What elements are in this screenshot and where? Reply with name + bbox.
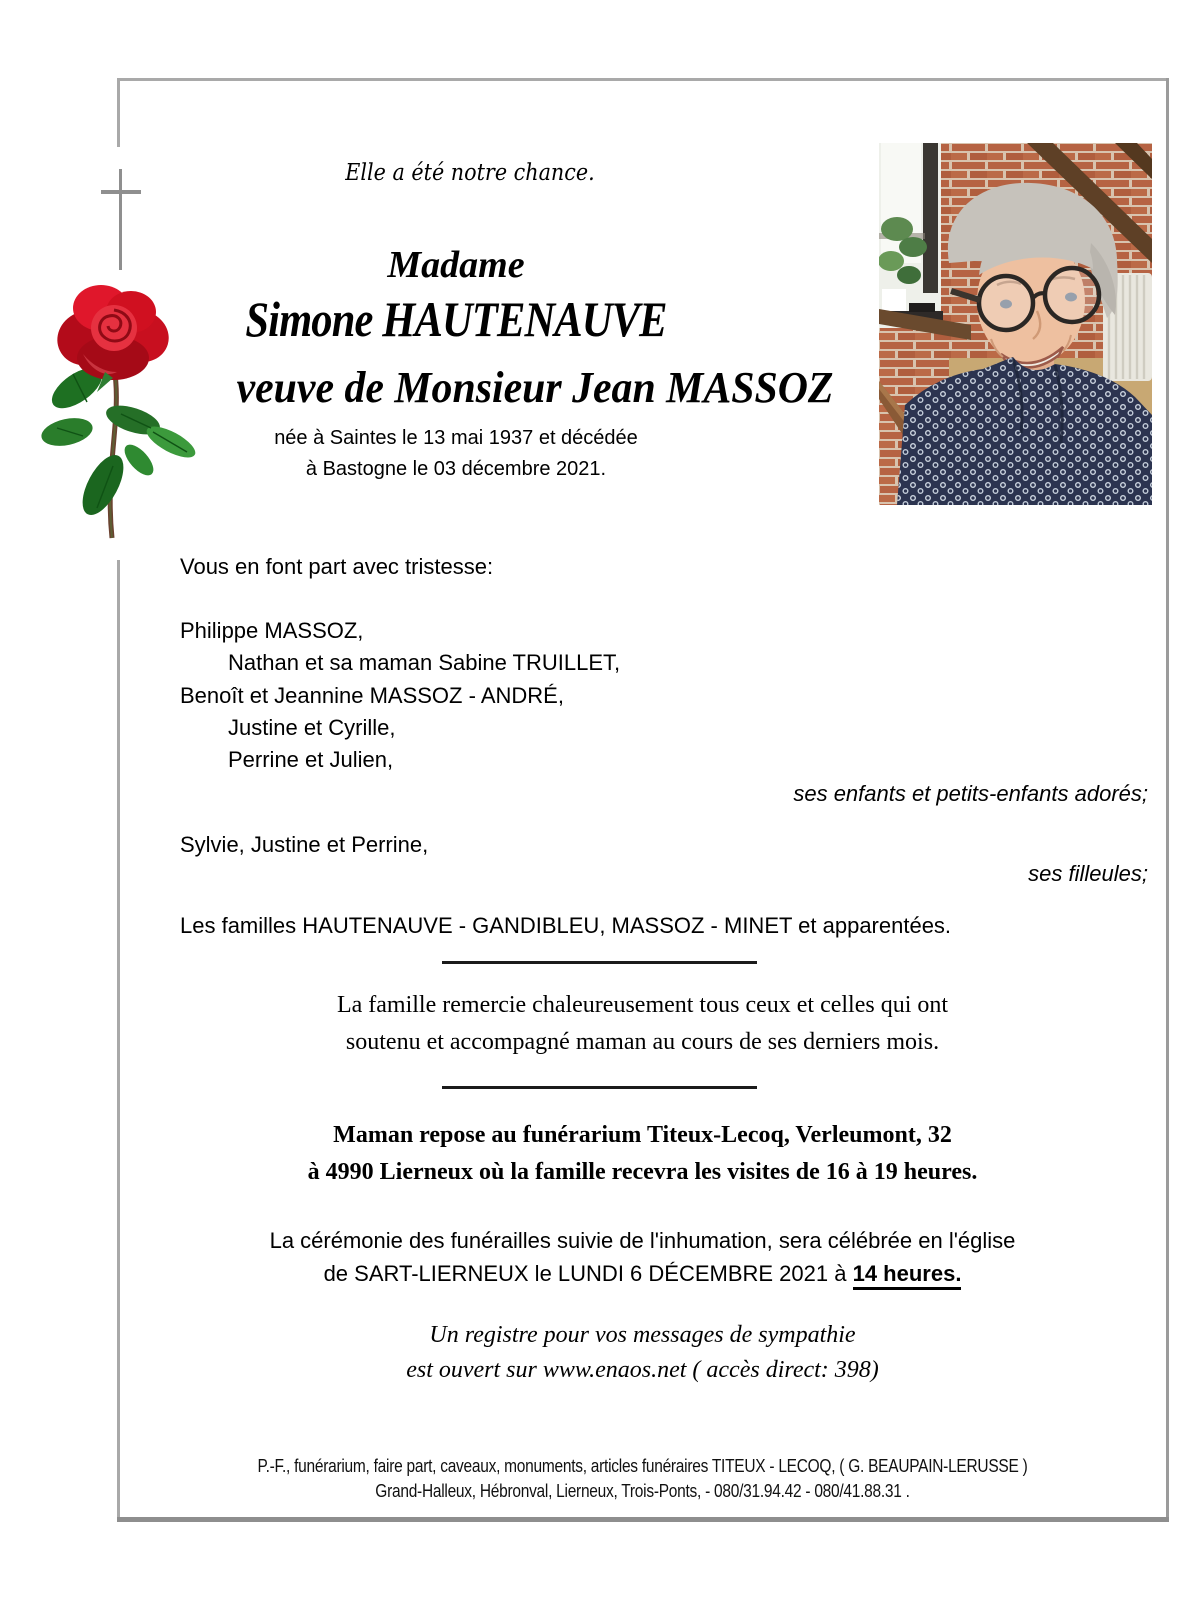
- birth-line-1: née à Saintes le 13 mai 1937 et décédée: [274, 427, 638, 449]
- announcement-intro: Vous en font part avec tristesse:: [180, 554, 494, 579]
- repose-line-1: Maman repose au funérarium Titeux-Lecoq, Verleumont, 32: [333, 1122, 952, 1148]
- glasses-left-lens: [979, 276, 1033, 330]
- goddaughters-line: Sylvie, Justine et Perrine,: [180, 832, 429, 857]
- funeral-home-line-2: Grand-Halleux, Hébronval, Lierneux, Trois-Ponts, - 080/31.94.42 - 080/41.88.31 .: [375, 1481, 910, 1501]
- relation-goddaughters: ses filleules;: [1028, 861, 1148, 886]
- register-line-2: est ouvert sur www.enaos.net ( accès direct: 398): [406, 1357, 879, 1383]
- relation-children: ses enfants et petits-enfants adorés;: [793, 781, 1148, 806]
- funeral-home-line-1: P.-F., funérarium, faire part, caveaux, monuments, articles funéraires TITEUX - LECOQ, ( G. BEAUPAIN-LERUSSE ): [257, 1456, 1028, 1476]
- page-border-top: [117, 78, 1169, 81]
- widow-line: veuve de Monsieur Jean MASSOZ: [236, 363, 834, 412]
- families-line: Les familles HAUTENAUVE - GANDIBLEU, MASSOZ - MINET et apparentées.: [180, 913, 952, 938]
- birth-line-2: à Bastogne le 03 décembre 2021.: [305, 458, 607, 480]
- window-and-plant: [879, 143, 943, 328]
- repose-line-2: à 4990 Lierneux où la famille recevra les visites de 16 à 19 heures.: [307, 1159, 978, 1185]
- ceremony-line-1: La cérémonie des funérailles suivie de l'inhumation, sera célébrée en l'église: [269, 1228, 1016, 1253]
- divider-rule: [442, 1086, 757, 1089]
- epigraph: Elle a été notre chance.: [345, 160, 595, 186]
- ceremony-line-2: [117, 1258, 1168, 1290]
- thanks-line-1: La famille remercie chaleureusement tous ceux et celles qui ont: [336, 992, 949, 1018]
- page-border-left-upper: [117, 78, 120, 147]
- portrait-photo: [879, 143, 1152, 505]
- page-border-bottom: [117, 1517, 1169, 1522]
- divider-rule: [442, 961, 757, 964]
- family-line: Justine et Cyrille,: [228, 715, 396, 740]
- family-line: Philippe MASSOZ,: [180, 618, 364, 643]
- register-line-1: Un registre pour vos messages de sympathie: [429, 1322, 856, 1348]
- title-madame: Madame: [387, 244, 525, 286]
- family-line: Perrine et Julien,: [228, 747, 394, 772]
- page-border-right: [1166, 78, 1169, 1521]
- glasses-right-lens: [1045, 268, 1099, 322]
- ceremony-line-2-prefix: de SART-LIERNEUX le LUNDI 6 DÉCEMBRE 2021 à: [323, 1261, 853, 1286]
- family-line: Nathan et sa maman Sabine TRUILLET,: [228, 650, 621, 675]
- family-line: Benoît et Jeannine MASSOZ - ANDRÉ,: [180, 683, 564, 708]
- thanks-line-2: soutenu et accompagné maman au cours de ses derniers mois.: [345, 1029, 940, 1055]
- deceased-name: Simone HAUTENAUVE: [245, 291, 667, 347]
- ceremony-time-emphasis: 14 heures.: [853, 1261, 962, 1290]
